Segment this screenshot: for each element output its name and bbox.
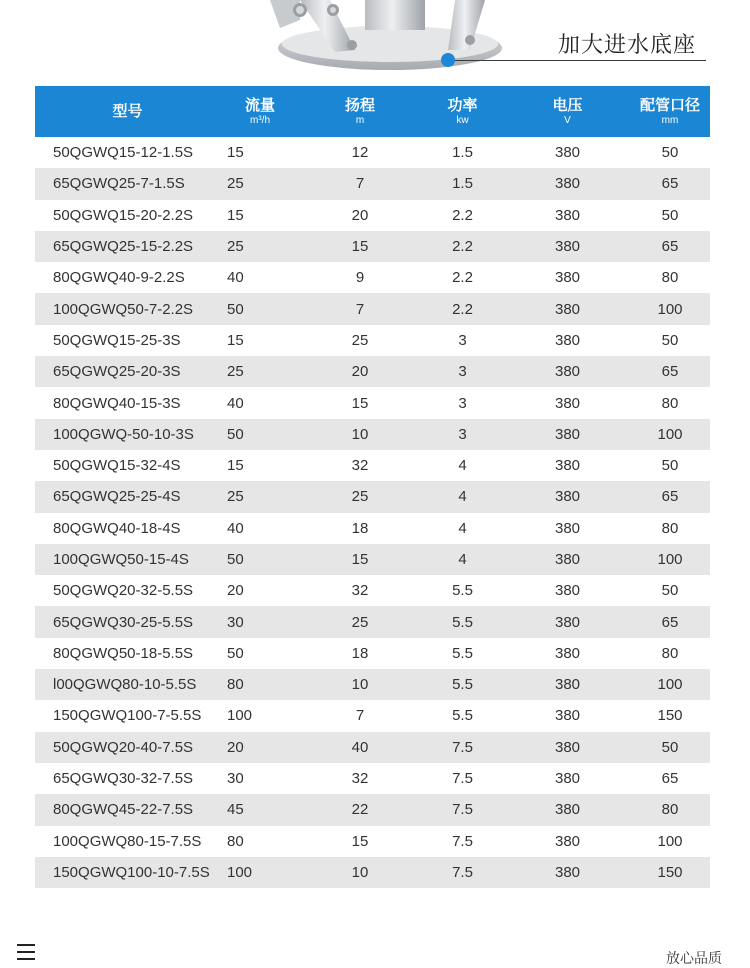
cell-model: 150QGWQ100-10-7.5S xyxy=(53,863,210,881)
cell-power: 7.5 xyxy=(452,863,473,881)
cell-pipe-diameter: 65 xyxy=(661,363,679,381)
footer-quality-text: 放心品质 xyxy=(666,950,722,966)
cell-power: 5.5 xyxy=(452,644,473,662)
cell-pipe-diameter: 100 xyxy=(657,551,683,568)
header-power: 功率 kw xyxy=(447,96,478,126)
table-row xyxy=(35,168,710,199)
cell-power: 2.2 xyxy=(452,238,473,256)
cell-flow: 100 xyxy=(227,863,253,881)
table-row xyxy=(35,231,710,262)
cell-head: 10 xyxy=(351,676,369,694)
cell-power: 5.5 xyxy=(452,582,473,600)
cell-voltage: 380 xyxy=(554,863,581,881)
cell-pipe-diameter: 65 xyxy=(661,175,679,193)
cell-pipe-diameter: 80 xyxy=(661,394,679,412)
cell-power: 3 xyxy=(458,425,467,443)
cell-power: 7.5 xyxy=(452,832,473,850)
table-row xyxy=(35,857,710,888)
cell-pipe-diameter: 65 xyxy=(661,770,679,788)
header-voltage: 电压 V xyxy=(552,96,583,126)
cell-model: 50QGWQ15-12-1.5S xyxy=(53,144,194,162)
cell-power: 5.5 xyxy=(452,707,473,725)
cell-voltage: 380 xyxy=(554,175,581,193)
cell-model: 80QGWQ40-9-2.2S xyxy=(53,269,185,287)
cell-model: 50QGWQ20-40-7.5S xyxy=(53,738,194,756)
cell-model: 65QGWQ30-32-7.5S xyxy=(53,770,194,788)
cell-voltage: 380 xyxy=(554,644,581,662)
cell-model: 65QGWQ25-15-2.2S xyxy=(53,238,194,256)
cell-model: 80QGWQ50-18-5.5S xyxy=(53,644,194,662)
table-row xyxy=(35,669,710,700)
cell-flow: 25 xyxy=(227,363,244,381)
cell-pipe-diameter: 150 xyxy=(657,863,683,881)
cell-voltage: 380 xyxy=(554,363,581,381)
cell-pipe-diameter: 50 xyxy=(661,738,679,756)
cell-pipe-diameter: 100 xyxy=(657,425,683,443)
cell-power: 7.5 xyxy=(452,801,473,819)
cell-voltage: 380 xyxy=(554,832,581,850)
header-head: 扬程 m xyxy=(344,96,375,126)
cell-pipe-diameter: 65 xyxy=(661,238,679,256)
cell-pipe-diameter: 100 xyxy=(657,676,683,694)
cell-pipe-diameter: 50 xyxy=(661,457,679,475)
table-header xyxy=(35,86,710,137)
cell-flow: 40 xyxy=(227,519,244,537)
cell-voltage: 380 xyxy=(554,144,581,162)
cell-power: 1.5 xyxy=(452,175,473,193)
cell-pipe-diameter: 80 xyxy=(661,519,679,537)
cell-model: 100QGWQ50-15-4S xyxy=(53,551,189,568)
cell-head: 9 xyxy=(355,269,365,287)
cell-voltage: 380 xyxy=(554,707,581,725)
caption-pointer-line xyxy=(448,60,706,61)
cell-flow: 15 xyxy=(227,457,244,475)
cell-head: 12 xyxy=(351,144,369,162)
cell-power: 1.5 xyxy=(452,144,473,162)
cell-head: 7 xyxy=(355,707,365,725)
cell-model: 50QGWQ15-25-3S xyxy=(53,331,181,349)
table-row xyxy=(35,481,710,512)
cell-power: 2.2 xyxy=(452,300,473,318)
menu-icon-bar xyxy=(17,944,35,946)
cell-flow: 100 xyxy=(227,707,253,725)
cell-flow: 80 xyxy=(227,832,244,850)
cell-voltage: 380 xyxy=(554,300,581,318)
cell-power: 4 xyxy=(458,519,467,537)
table-row xyxy=(35,794,710,825)
cell-model: 80QGWQ45-22-7.5S xyxy=(53,801,194,819)
cell-model: 50QGWQ15-32-4S xyxy=(53,457,181,475)
table-row xyxy=(35,606,710,637)
cell-flow: 15 xyxy=(227,144,244,162)
table-row xyxy=(35,513,710,544)
cell-head: 20 xyxy=(351,363,369,381)
cell-head: 15 xyxy=(351,551,369,568)
cell-voltage: 380 xyxy=(554,331,581,349)
cell-pipe-diameter: 100 xyxy=(657,300,683,318)
cell-head: 40 xyxy=(351,738,369,756)
cell-flow: 45 xyxy=(227,801,244,819)
cell-voltage: 380 xyxy=(554,770,581,788)
cell-model: 65QGWQ25-25-4S xyxy=(53,488,181,506)
cell-model: 65QGWQ25-20-3S xyxy=(53,363,181,381)
cell-model: 150QGWQ100-7-5.5S xyxy=(53,707,202,725)
cell-model: 50QGWQ15-20-2.2S xyxy=(53,206,194,224)
cell-power: 3 xyxy=(458,331,467,349)
table-row xyxy=(35,137,710,168)
cell-voltage: 380 xyxy=(554,613,581,631)
table-row xyxy=(35,732,710,763)
cell-pipe-diameter: 50 xyxy=(661,144,679,162)
cell-head: 18 xyxy=(351,644,369,662)
cell-model: 100QGWQ50-7-2.2S xyxy=(53,300,194,318)
cell-power: 4 xyxy=(458,551,467,568)
table-row xyxy=(35,325,710,356)
cell-flow: 50 xyxy=(227,644,244,662)
cell-head: 10 xyxy=(351,425,369,443)
cell-voltage: 380 xyxy=(554,488,581,506)
cell-model: 100QGWQ80-15-7.5S xyxy=(53,832,202,850)
table-row xyxy=(35,544,710,575)
table-row xyxy=(35,293,710,324)
cell-power: 3 xyxy=(458,363,467,381)
cell-pipe-diameter: 100 xyxy=(657,832,683,850)
cell-power: 4 xyxy=(458,457,467,475)
cell-voltage: 380 xyxy=(554,425,581,443)
cell-pipe-diameter: 65 xyxy=(661,488,679,506)
cell-flow: 30 xyxy=(227,613,244,631)
cell-flow: 20 xyxy=(227,582,244,600)
cell-voltage: 380 xyxy=(554,269,581,287)
cell-head: 22 xyxy=(351,801,369,819)
cell-voltage: 380 xyxy=(554,394,581,412)
table-row xyxy=(35,575,710,606)
cell-flow: 80 xyxy=(227,676,244,694)
cell-power: 4 xyxy=(458,488,467,506)
cell-head: 7 xyxy=(355,175,365,193)
table-row xyxy=(35,826,710,857)
table-row xyxy=(35,763,710,794)
table-row xyxy=(35,700,710,731)
cell-pipe-diameter: 50 xyxy=(661,582,679,600)
product-caption: 加大进水底座 xyxy=(558,32,697,57)
cell-head: 15 xyxy=(351,238,369,256)
header-pipe-diameter: 配管口径 mm xyxy=(639,96,700,126)
cell-voltage: 380 xyxy=(554,206,581,224)
cell-model: 80QGWQ40-15-3S xyxy=(53,394,181,412)
cell-flow: 50 xyxy=(227,425,244,443)
cell-voltage: 380 xyxy=(554,457,581,475)
cell-pipe-diameter: 80 xyxy=(661,644,679,662)
spec-table xyxy=(35,86,710,888)
cell-head: 32 xyxy=(351,770,369,788)
cell-model: 65QGWQ25-7-1.5S xyxy=(53,175,185,193)
menu-icon-bar xyxy=(17,951,35,953)
cell-flow: 30 xyxy=(227,770,244,788)
cell-model: 80QGWQ40-18-4S xyxy=(53,519,181,537)
cell-head: 15 xyxy=(351,832,369,850)
cell-power: 5.5 xyxy=(452,613,473,631)
cell-flow: 15 xyxy=(227,206,244,224)
cell-voltage: 380 xyxy=(554,738,581,756)
cell-voltage: 380 xyxy=(554,801,581,819)
cell-flow: 50 xyxy=(227,551,244,568)
cell-power: 7.5 xyxy=(452,770,473,788)
cell-model: 100QGWQ-50-10-3S xyxy=(53,425,194,443)
cell-voltage: 380 xyxy=(554,582,581,600)
menu-icon-bar xyxy=(17,958,35,960)
cell-power: 2.2 xyxy=(452,206,473,224)
cell-head: 25 xyxy=(351,488,369,506)
cell-pipe-diameter: 50 xyxy=(661,206,679,224)
table-row xyxy=(35,200,710,231)
cell-pipe-diameter: 80 xyxy=(661,801,679,819)
table-row xyxy=(35,387,710,418)
cell-flow: 40 xyxy=(227,269,244,287)
caption-pointer-dot xyxy=(441,53,455,67)
cell-pipe-diameter: 150 xyxy=(657,707,683,725)
cell-flow: 25 xyxy=(227,238,244,256)
cell-head: 10 xyxy=(351,863,369,881)
cell-model: 50QGWQ20-32-5.5S xyxy=(53,582,194,600)
table-row xyxy=(35,419,710,450)
cell-voltage: 380 xyxy=(554,676,581,694)
cell-power: 3 xyxy=(458,394,467,412)
header-flow: 流量 m³/h xyxy=(244,96,275,126)
cell-head: 32 xyxy=(351,582,369,600)
cell-model: l00QGWQ80-10-5.5S xyxy=(53,676,197,694)
cell-head: 15 xyxy=(351,394,369,412)
cell-power: 7.5 xyxy=(452,738,473,756)
cell-flow: 20 xyxy=(227,738,244,756)
cell-voltage: 380 xyxy=(554,519,581,537)
cell-pipe-diameter: 80 xyxy=(661,269,679,287)
cell-model: 65QGWQ30-25-5.5S xyxy=(53,613,194,631)
cell-power: 2.2 xyxy=(452,269,473,287)
cell-flow: 25 xyxy=(227,175,244,193)
table-row xyxy=(35,638,710,669)
cell-head: 7 xyxy=(355,300,365,318)
cell-voltage: 380 xyxy=(554,238,581,256)
cell-flow: 40 xyxy=(227,394,244,412)
table-row xyxy=(35,356,710,387)
table-row xyxy=(35,450,710,481)
header-model: 型号 xyxy=(112,103,143,120)
menu-icon[interactable] xyxy=(17,944,35,960)
table-body xyxy=(35,137,710,888)
cell-head: 32 xyxy=(351,457,369,475)
cell-pipe-diameter: 50 xyxy=(661,331,679,349)
cell-flow: 15 xyxy=(227,331,244,349)
cell-head: 25 xyxy=(351,613,369,631)
cell-voltage: 380 xyxy=(554,551,581,568)
table-row xyxy=(35,262,710,293)
cell-flow: 50 xyxy=(227,300,244,318)
cell-head: 25 xyxy=(351,331,369,349)
cell-head: 20 xyxy=(351,206,369,224)
cell-flow: 25 xyxy=(227,488,244,506)
cell-pipe-diameter: 65 xyxy=(661,613,679,631)
cell-head: 18 xyxy=(351,519,369,537)
cell-power: 5.5 xyxy=(452,676,473,694)
